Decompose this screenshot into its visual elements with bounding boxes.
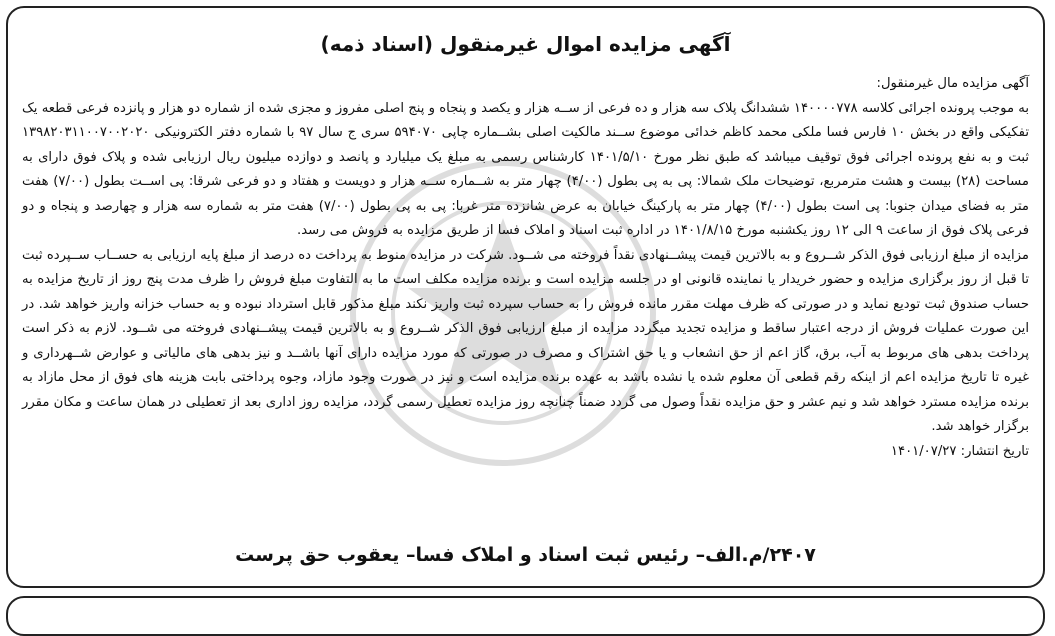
notice-paragraph-1: به موجب پرونده اجرائی کلاسه ۱۴۰۰۰۰۷۷۸ ششدانگ پلاک سه هزار و ده فرعی از ســه هزار و یکصد و پنجاه و پنج اصلی مفروز و مجزی شده از شماره دو هزار و پانزده فرعی قطعه یک تفکیکی واقع در بخش ۱۰ فارس فسا ملکی محمد کاظم خدائی موضوع ســند مالکیت اصلی بشــماره چاپی ۵۹۴۰۷۰ سری ج سال ۹۷ با شماره دفتر الکترونیکی ۱۳۹۸۲۰۳۱۱۰۰۷۰۰۲۰۲۰ ثبت و به نفع پرونده اجرائی فوق توقیف میباشد که طبق نظر مورخ ۱۴۰۱/۵/۱۰ کارشناس رسمی به مبلغ یک میلیارد و پانصد و دوازده میلیون ریال ارزیابی شده و پلاک فوق دارای به مساحت (۲۸) بیست و هشت مترمربع، توضیحات ملک شمالا: پی به پی بطول (۴/۰۰) چهار متر به شــماره ســه هزار و دویست و هفتاد و دو فرعی شرقا: پی اســت بطول (۷/۰۰) هفت متر به فضای میدان جنوبا: پی است بطول (۴/۰۰) چهار متر به پارکینگ خیابان به عرض شانزده متر غربا: پی به پی بطول (۷/۰۰) هفت متر به شماره سه هزار و چهارصد و پنجاه و دو فرعی پلاک فوق از ساعت ۹ الی ۱۲ روز یکشنبه مورخ ۱۴۰۱/۸/۱۵ در اداره ثبت اسناد و املاک فسا از طریق مزایده به فروش می رسد. (22, 100, 1030, 238)
signature-line: ۲۴۰۷/م.الف– رئیس ثبت اسناد و املاک فسا– یعقوب حق پرست (235, 544, 816, 566)
next-notice-box (6, 596, 1045, 636)
notice-paragraph-2: مزایده از مبلغ ارزیابی فوق الذکر شــروع و به بالاترین قیمت پیشــنهادی نقداً فروخته می شــود. شرکت در مزایده منوط به پرداخت ده درصد از مبلغ پایه ارزیابی به حســاب ســپرده ثبت تا قبل از روز برگزاری مزایده و حضور خریدار یا نماینده قانونی او در جلسه مزایده است و برنده مزایده مکلف است ما به التفاوت مبلغ فروش را ظرف مدت پنج روز از تاریخ مزایده به حساب صندوق ثبت تودیع نماید و در صورتی که ظرف مهلت مقرر مانده فروش را به حساب سپرده ثبت واریز نکند مبلغ مذکور قابل استرداد نبوده و به حساب خزانه واریز خواهد شد. در این صورت عملیات فروش از درجه اعتبار ساقط و مزایده تجدید میگردد مزایده از مبلغ ارزیابی فوق الذکر شــروع و به بالاترین قیمت پیشــنهادی فروخته می شــود. لازم به ذکر است پرداخت بدهی های مربوط به آب، برق، گاز اعم از حق انشعاب و یا حق اشتراک و مصرف در صورتی که مورد مزایده دارای آنها باشــد و نیز بدهی های مالیاتی و عوارض شــهرداری و غیره تا تاریخ مزایده اعم از اینکه رقم قطعی آن معلوم شده یا نشده باشد به عهده برنده مزایده است و نیز در صورت وجود مازاد، وجوه پرداختی بابت هزینه های فوق از محل مازاد به برنده مزایده مسترد خواهد شد و نیم عشر و حق مزایده نقداً وصول می گردد ضمناً چنانچه روز مزایده تعطیل رسمی گردد، مزایده روز اداری بعد از تعطیلی در همان ساعت و مکان مقرر برگزار خواهد شد. (22, 247, 1029, 434)
notice-body (22, 72, 1029, 464)
notice-title: آگهی مزایده اموال غیرمنقول (اسناد ذمه) (320, 32, 731, 56)
publish-date: تاریخ انتشار: ۱۴۰۱/۰۷/۲۷ (890, 443, 1029, 459)
notice-intro: آگهی مزایده مال غیرمنقول: (876, 76, 1029, 91)
auction-notice (6, 6, 1045, 588)
